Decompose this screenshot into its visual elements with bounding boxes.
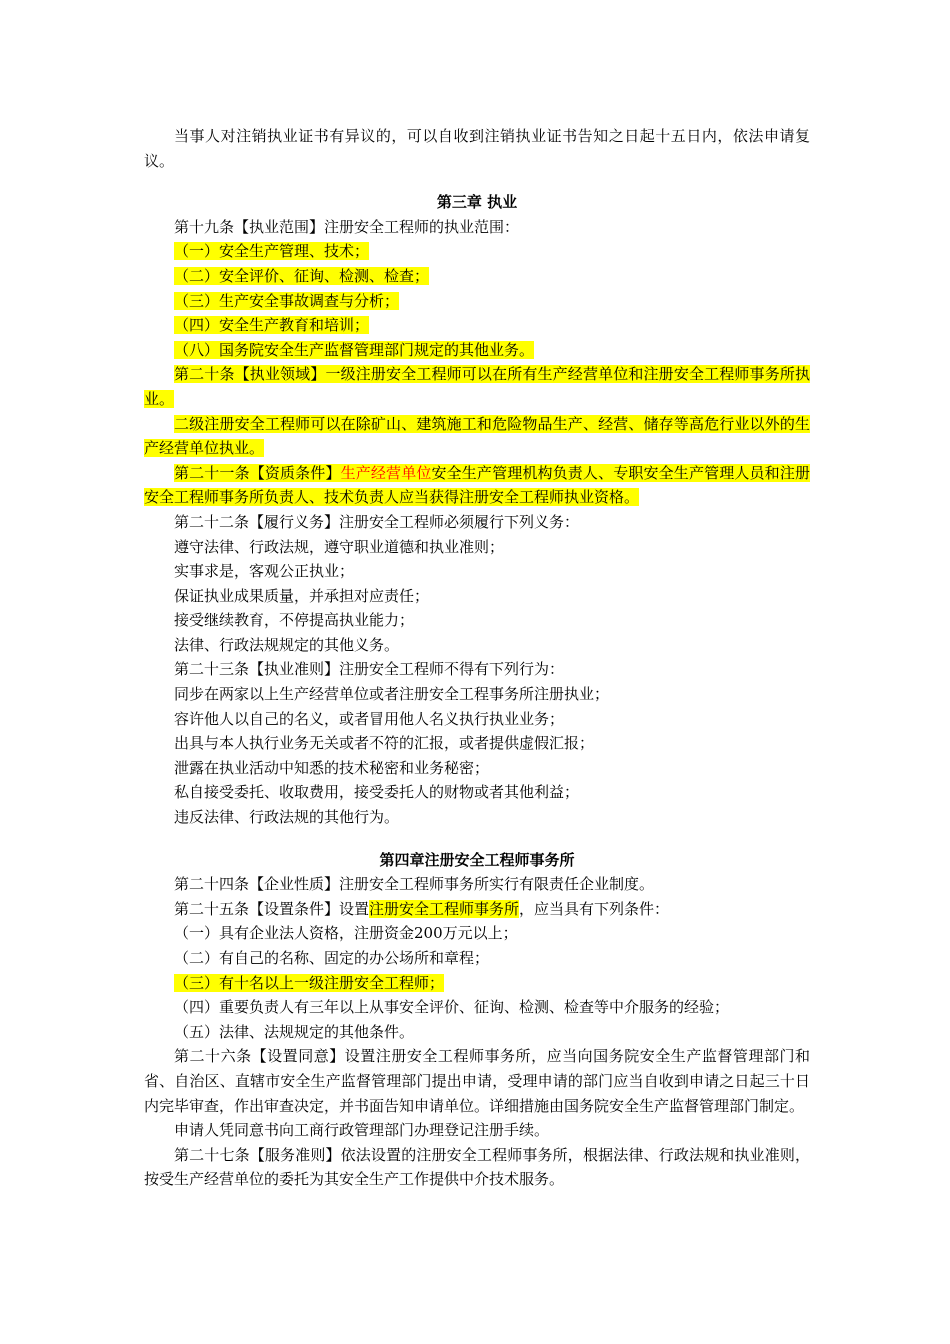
article-23-item: 私自接受委托、收取费用，接受委托人的财物或者其他利益； [174, 783, 580, 802]
article-21-prefix: 第二十一条【资质条件】 [174, 463, 341, 482]
article-22-item: 法律、行政法规规定的其他义务。 [174, 635, 400, 654]
article-25-highlight: 注册安全工程师事务所 [369, 899, 520, 918]
article-21-rest: 安全生产管理机构负责人、专职安全生产管理人员和注册安全工程师事务所负责人、技术负责人应当获得注册安全工程师执业资格。 [144, 463, 810, 507]
article-24: 第二十四条【企业性质】注册安全工程师事务所实行有限责任企业制度。 [174, 875, 655, 894]
chapter-3-title: 第三章 执业 [436, 193, 518, 212]
article-25-item: （五）法律、法规规定的其他条件。 [174, 1022, 415, 1041]
article-19: 第十九条【执业范围】注册安全工程师的执业范围： [174, 217, 520, 236]
paragraph-intro: 当事人对注销执业证书有异议的，可以自收到注销执业证书告知之日起十五日内，依法申请复议。 [144, 127, 810, 170]
article-23-item: 容许他人以自己的名义，或者冒用他人名义执行执业业务； [174, 709, 565, 728]
article-23-item: 泄露在执业活动中知悉的技术秘密和业务秘密； [174, 758, 490, 777]
article-19-item: （八）国务院安全生产监督管理部门规定的其他业务。 [174, 340, 535, 359]
article-20-second: 二级注册安全工程师可以在除矿山、建筑施工和危险物品生产、经营、储存等高危行业以外的生产经营单位执业。 [144, 414, 810, 458]
article-22: 第二十二条【履行义务】注册安全工程师必须履行下列义务： [174, 512, 580, 531]
document-page [144, 124, 810, 1192]
article-19-item: （二）安全评价、征询、检测、检查； [174, 266, 430, 285]
chapter-4-title: 第四章注册安全工程师事务所 [379, 850, 575, 869]
article-21 [144, 461, 810, 510]
article-19-item: （一）安全生产管理、技术； [174, 242, 370, 261]
article-26: 第二十六条【设置同意】设置注册安全工程师事务所，应当向国务院安全生产监督管理部门和省、自治区、直辖市安全生产监督管理部门提出申请，受理申请的部门应当自收到申请之日起三十日内完毕审查，作出审查决定，并书面告知申请单位。详细措施由国务院安全生产监督管理部门制定。 [144, 1047, 810, 1115]
article-27: 第二十七条【服务准则】依法设置的注册安全工程师事务所，根据法律、行政法规和执业准则，按受生产经营单位的委托为其安全生产工作提供中介技术服务。 [144, 1145, 810, 1189]
article-26-second: 申请人凭同意书向工商行政管理部门办理登记注册手续。 [174, 1121, 550, 1140]
article-19-item: （三）生产安全事故调查与分析； [174, 291, 400, 310]
article-23-item: 出具与本人执行业务无关或者不符的汇报，或者提供虚假汇报； [174, 734, 595, 753]
article-22-item: 保证执业成果质量，并承担对应责任； [174, 586, 430, 605]
article-21-red-text: 生产经营单位 [340, 463, 432, 482]
article-22-item: 实事求是，客观公正执业； [174, 562, 355, 581]
article-23: 第二十三条【执业准则】注册安全工程师不得有下列行为： [174, 660, 565, 679]
article-22-item: 遵守法律、行政法规，遵守职业道德和执业准则； [174, 537, 505, 556]
article-22-item: 接受继续教育，不停提高执业能力； [174, 611, 415, 630]
article-23-item: 同步在两家以上生产经营单位或者注册安全工程事务所注册执业； [174, 685, 610, 704]
article-19-item: （四）安全生产教育和培训； [174, 316, 370, 335]
article-23-item: 违反法律、行政法规的其他行为。 [174, 808, 400, 827]
article-25-item: （一）具有企业法人资格，注册资金200万元以上； [174, 924, 518, 943]
article-25: 第二十五条【设置条件】设置注册安全工程师事务所，应当具有下列条件： [174, 899, 670, 918]
article-25-item: （二）有自己的名称、固定的办公场所和章程； [174, 949, 490, 967]
article-25-item: （三）有十名以上一级注册安全工程师； [174, 973, 445, 992]
article-25-item: （四）重要负责人有三年以上从事安全评价、征询、检测、检查等中介服务的经验； [174, 998, 730, 1017]
article-20: 第二十条【执业领域】一级注册安全工程师可以在所有生产经营单位和注册安全工程师事务所执业。 [144, 365, 810, 408]
